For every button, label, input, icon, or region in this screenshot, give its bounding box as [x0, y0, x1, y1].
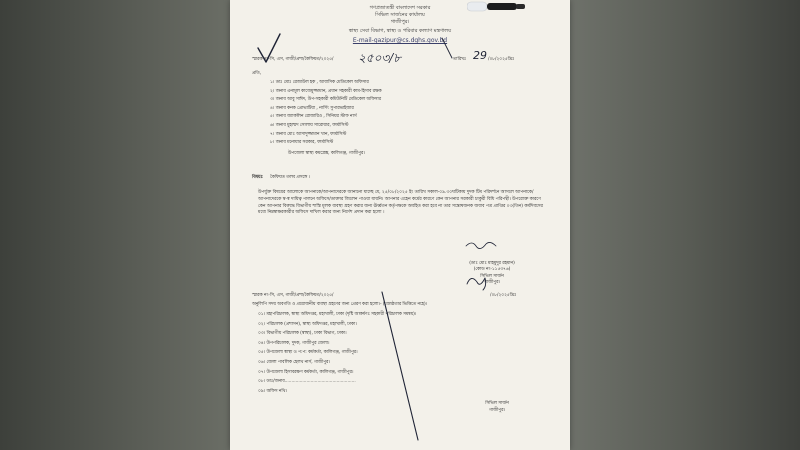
recipient-item: ৮। জনাব মনোয়ার সরকার, ফার্মাসিস্ট — [270, 140, 334, 146]
subject-label: বিষয়ঃ — [252, 175, 263, 180]
recipients-office: উপজেলা স্বাস্থ্য কমপ্লেক্স, কালিগঞ্জ, গাজীপুর। — [288, 151, 365, 156]
signature-code: (কোড নং-১১৫৩৭৬) — [473, 267, 511, 272]
signature-name: (ডাঃ মোঃ মাহমুদুর রহমান) — [469, 261, 515, 266]
copy-signature-title: সিভিল সার্জন — [485, 401, 509, 406]
header-district: গাজীপুর। — [390, 19, 410, 25]
signature-title: সিভিল সার্জন — [480, 274, 504, 279]
recipient-item: ১। ডাঃ মোঃ রেজাউল হক , আবাসিক মেডিকেল অফিসার — [270, 80, 369, 85]
copy-reference: স্মারক নং-সি, এস, গাজী/প্রশা/কৈফিয়ত/২০২৫/ — [252, 293, 334, 298]
signature-place: গাজীপুর। — [484, 280, 500, 285]
date-label: তারিখঃ — [453, 57, 467, 62]
copy-list-item: ০৯। অফিস নথি। — [258, 388, 287, 394]
recipient-item: ৪। জনাব কনক প্রোভাটিয়া , নার্সিং সুপারভাইজার — [270, 105, 354, 111]
recipient-item: ৩। জনাব আবু সাঈদ, উপ-সহকারী কমিউনিটি মেডিকেল অফিসার — [270, 97, 381, 103]
memo-number-handwritten: ২৫০৩/৮ — [358, 51, 402, 65]
copy-list-item: ০৫। উপজেলা স্বাস্থ্য ও প:প: কর্মকর্তা, কালিগঞ্জ, গাজীপুর। — [258, 350, 358, 356]
background-right — [570, 0, 800, 450]
recipient-item: ৭। জনাব মোঃ আসাদুজ্জামান খান, ফার্মাসিস্ট — [270, 131, 347, 137]
recipients-to: প্রতি, — [252, 71, 262, 76]
copy-list-item: ০৮। ডাঃ/জনাব.................................................... — [258, 379, 356, 385]
header-government: গণপ্রজাতন্ত্রী বাংলাদেশ সরকার — [369, 5, 431, 11]
copy-list-item: ০৬। জেলা পাবলিক হেলথ নার্স, গাজীপুর। — [258, 360, 330, 365]
copy-list-item: ০৩। বিভাগীয় পরিচালক (স্বাস্থ্য), ঢাকা বিভাগ, ঢাকা। — [258, 331, 347, 337]
header-office: সিভিল সার্জনের কার্যালয় — [375, 12, 425, 18]
copy-intro: অনুলিপি সদয় অবগতি ও প্রয়োজনীয় ব্যবস্থা গ্রহণের জন্য প্রেরণ করা হলো।- (জ্যেষ্ঠতার ভিত্তিতে নহে)। — [252, 302, 428, 307]
document-page — [230, 0, 570, 450]
recipient-item: ৬। জনাব মুহাম্মদ সোলায় সারোয়ার, ফার্মাসিস্ট — [270, 123, 349, 128]
date-day-handwritten: 29 — [473, 49, 487, 62]
date-rest: /০৮/২০২৫খ্রিঃ — [488, 57, 515, 62]
memo-reference: স্মারক নং-সি, এস, গাজী/প্রশা/কৈফিয়ত/২০২৫/ — [252, 57, 334, 62]
copy-date: /০৮/২০২৫খ্রিঃ — [490, 293, 517, 298]
recipient-item: ২। জনাব এনামুল কাজেমুজ্জামান, প্রধান সহকারী কাম-হিসাব রক্ষক — [270, 88, 382, 94]
copy-list-item: ০৪। উপপরিচালক, দুদক, গাজীপুর জেলা। — [258, 340, 330, 346]
copy-list-item: ০১। মহাপরিচালক, স্বাস্থ্য অধিদপ্তর, মহাখালী, ঢাকা (দৃষ্টি আকর্ষণঃ সহকারী পরিচালক সমন্বয়)। — [258, 312, 417, 317]
header-email: E-mail-gazipur@cs.dghs.gov.bd — [352, 37, 448, 44]
signature-scribble — [466, 242, 496, 248]
header-ministry: স্বাস্থ্য সেবা বিভাগ, স্বাস্থ্য ও পরিবার কল্যাণ মন্ত্রণালয় — [348, 28, 452, 34]
body-paragraph: উপর্যুক্ত বিষয়ের আলোকে আপনাকে/আপনাদেরকে জানানো যাচ্ছে যে, ২৫/০৮/২০২৫ ইং তারিখ সকাল-০৯.৩০ঘটিকায় দুদক টিম পরিদর্শনে আসলে আপনাকে/আপনাদেরকে স্ব-স্ব দায়িত্ব পালনে অফিসে/ডাক্তার জিলেন পাওয়া যায়নি। আপনার এহেন কর্মের কারণে কেন আপনার সরকারী চাকুরী বিধি পরিপন্থী। উপরোক্ত কারণে কেন আপনার বিরুদ্ধে বিভাগীয় শাস্তি মূলক ব্যবস্থা গ্রহণ করার জন্য ঊর্ধ্বতন কর্তৃপক্ষকে অবহিত করা হবে না তার সন্তোষজনক জবাব পত্র প্রাপ্তির ০৩(তিন) কর্মদিবসের মধ্যে নিম্নস্বাক্ষরকারীর অফিসে দাখিল করার জন্য নির্দেশ প্রদান করা হলো । — [258, 190, 543, 216]
subject-text: কৈফিয়ত তলব প্রসঙ্গে । — [270, 175, 310, 180]
copy-list-item: ০২। পরিচালক (প্রশাসন), স্বাস্থ্য অধিদপ্তর, মহাখালী, ঢাকা। — [258, 321, 357, 327]
recipient-item: ৫। জনাব জ্যাকলিন রোজারিও , সিনিয়র স্টাফ নার্স — [270, 114, 357, 120]
copy-signature-place: গাজীপুর। — [489, 408, 505, 413]
background-left — [0, 0, 232, 450]
copy-list-item: ০৭। উপজেলা হিসাবরক্ষণ কর্মকর্তা, কালিগঞ্জ, গাজীপুর। — [258, 369, 354, 375]
